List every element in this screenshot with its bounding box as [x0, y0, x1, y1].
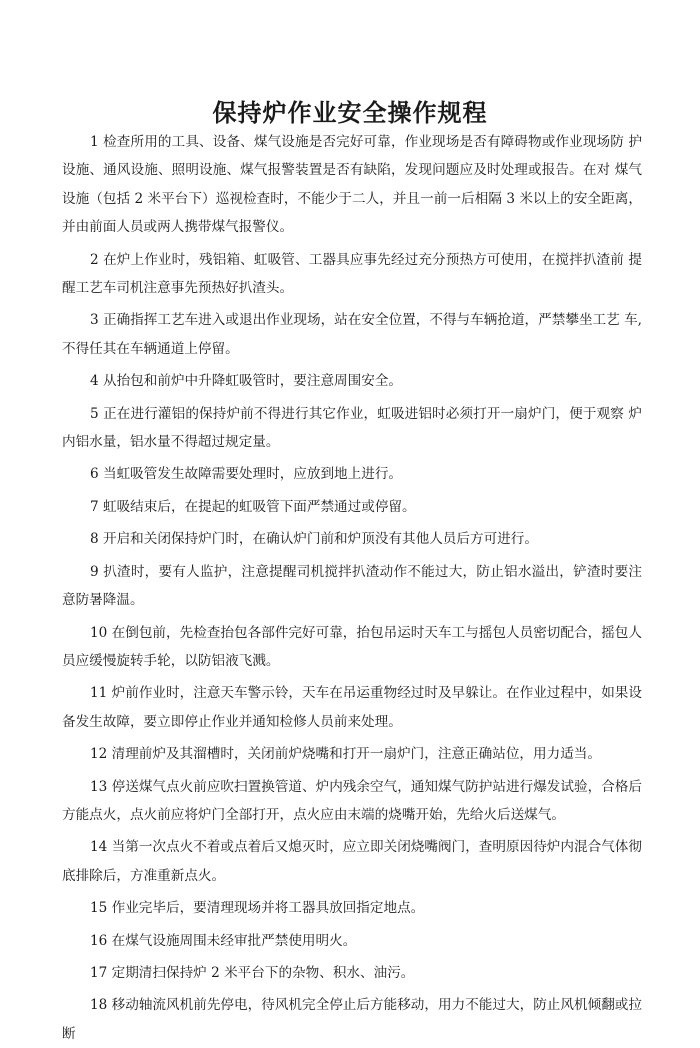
paragraph-13: 13 停送煤气点火前应吹扫置换管道、炉内残余空气，通知煤气防护站进行爆发试验，合格后方能点火，点火前应将炉门全部打开，点火应由末端的烧嘴开始，先给火后送煤气。	[62, 778, 642, 823]
paragraph-18: 18 移动轴流风机前先停电，待风机完全停止后方能移动，用力不能过大，防止风机倾翻或拉断	[62, 997, 642, 1042]
paragraph-3: 3 正确指挥工艺车进入或退出作业现场，站在安全位置，不得与车辆抢道，严禁攀坐工艺 车,不得任其在车辆通道上停留。	[62, 312, 642, 357]
document-body	[62, 128, 642, 1048]
paragraph-2: 2 在炉上作业时，残铝箱、虹吸管、工器具应事先经过充分预热方可使用，在搅拌扒渣前 提醒工艺车司机注意事先预热好扒渣头。	[62, 251, 642, 297]
paragraph-14: 14 当第一次点火不着或点着后又熄灭时，应立即关闭烧嘴阀门，查明原因待炉内混合气体彻底排除后，方准重新点火。	[62, 839, 642, 884]
page-title: 保持炉作业安全操作规程	[212, 99, 488, 127]
paragraph-5: 5 正在进行灌铝的保持炉前不得进行其它作业，虹吸进铝时必须打开一扇炉门，便于观察 炉内铝水量，铝水量不得超过规定量。	[62, 405, 642, 451]
paragraph-11: 11 炉前作业时，注意天车警示铃，天车在吊运重物经过时及早躲让。在作业过程中，如果设备发生故障，要立即停止作业并通知检修人员前来处理。	[62, 685, 642, 730]
paragraph-8: 8 开启和关闭保持炉门时，在确认炉门前和炉顶没有其他人员后方可进行。	[90, 531, 538, 548]
paragraph-1: 1 检查所用的工具、设备、煤气设施是否完好可靠，作业现场是否有障碍物或作业现场防 护设施、通风设施、照明设施、煤气报警装置是否有缺陷，发现问题应及时处理或报告。在对 煤气设施（包括 2 米平台下）巡视检查时，不能少于二人，并且一前一后相隔 3 米以上的安全距离，并由前面人员或两人携带煤气报警仪。	[62, 134, 642, 236]
paragraph-17: 17 定期清扫保持炉 2 米平台下的杂物、积水、油污。	[90, 964, 415, 981]
paragraph-7: 7 虹吸结束后，在提起的虹吸管下面严禁通过或停留。	[90, 498, 416, 515]
paragraph-6: 6 当虹吸管发生故障需要处理时，应放到地上进行。	[90, 466, 403, 483]
paragraph-12: 12 清理前炉及其溜槽时，关闭前炉烧嘴和打开一扇炉门，注意正确站位，用力适当。	[90, 746, 601, 763]
paragraph-9: 9 扒渣时，要有人监护，注意提醒司机搅拌扒渣动作不能过大，防止铝水溢出，铲渣时要注意防暑降温。	[62, 563, 642, 609]
paragraph-16: 16 在煤气设施周围未经审批严禁使用明火。	[90, 932, 357, 949]
paragraph-15: 15 作业完毕后，要清理现场并将工器具放回指定地点。	[90, 900, 425, 917]
paragraph-4: 4 从抬包和前炉中升降虹吸管时，要注意周围安全。	[90, 373, 403, 390]
paragraph-10: 10 在倒包前，先检查抬包各部件完好可靠，抬包吊运时天车工与摇包人员密切配合，摇包人员应缓慢旋转手轮，以防铝液飞溅。	[62, 624, 642, 669]
